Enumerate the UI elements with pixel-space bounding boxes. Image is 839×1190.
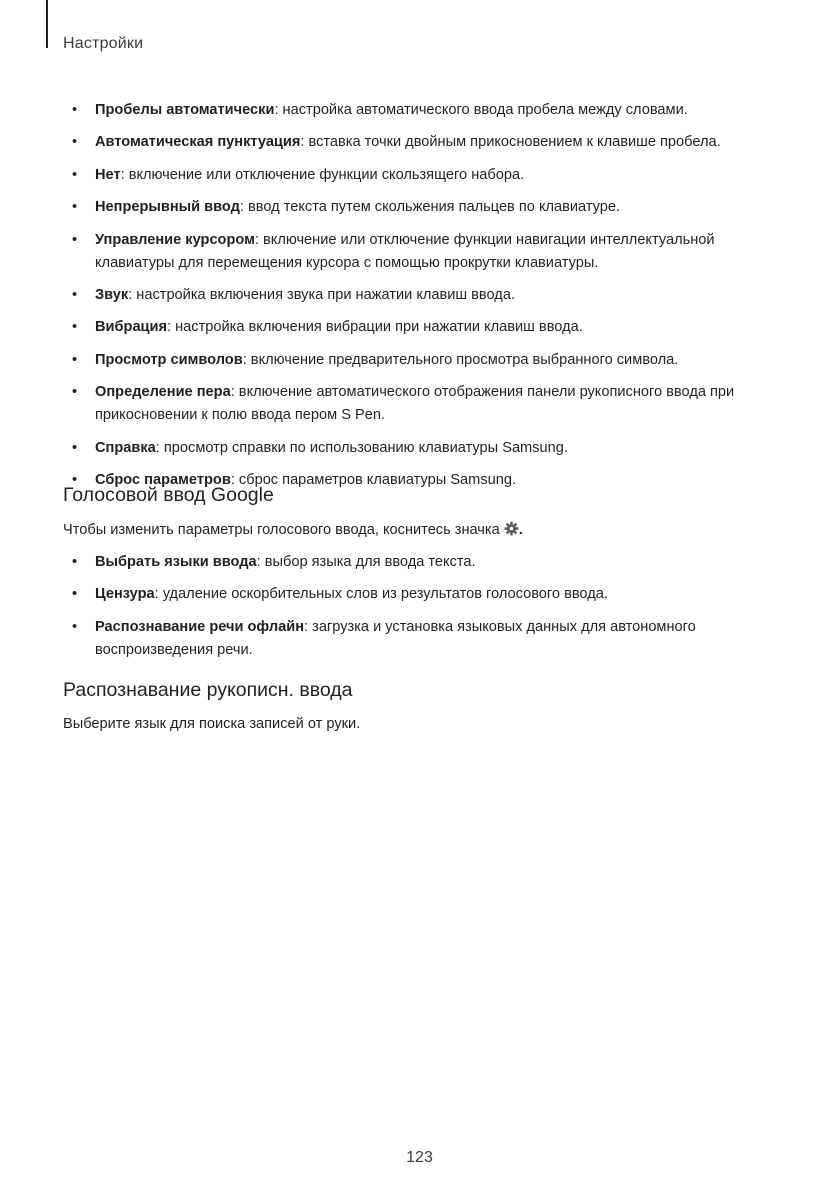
bullet-icon: •: [72, 286, 78, 303]
list-item: [72, 616, 792, 662]
page-number: 123: [406, 1149, 433, 1166]
option-description: : настройка автоматического ввода пробела между словами.: [274, 102, 688, 118]
option-term: Нет: [95, 166, 121, 183]
option-description: : ввод текста путем скольжения пальцев по клавиатуре.: [239, 199, 621, 216]
option-description: : настройка включения звука при нажатии клавиш ввода.: [128, 286, 515, 303]
list-item: [72, 437, 792, 460]
option-description: : настройка включения вибрации при нажатии клавиш ввода.: [167, 319, 583, 336]
option-term: Выбрать языки ввода: [95, 554, 257, 570]
option-description: : загрузка и установка языковых данных для автономного воспроизведения речи.: [95, 618, 696, 658]
option-description: : сброс параметров клавиатуры Samsung.: [230, 471, 517, 488]
bullet-icon: •: [72, 384, 78, 401]
bullet-icon: •: [72, 586, 78, 603]
list-item: [72, 316, 792, 339]
option-term: Цензура: [95, 586, 155, 603]
voice-options-list: [72, 551, 792, 671]
bullet-icon: •: [72, 319, 78, 336]
option-term: Звук: [95, 286, 129, 303]
option-term: Управление курсором: [95, 231, 255, 248]
option-description: : вставка точки двойным прикосновением к клавише пробела.: [300, 134, 721, 151]
bullet-icon: •: [72, 102, 78, 118]
list-item: [72, 551, 792, 574]
bullet-icon: •: [72, 618, 78, 635]
list-item: [72, 349, 792, 372]
option-description: : удаление оскорбительных слов из результатов голосового ввода.: [154, 586, 608, 603]
option-term: Автоматическая пунктуация: [95, 134, 301, 151]
option-term: Непрерывный ввод: [95, 199, 240, 216]
option-term: Просмотр символов: [95, 351, 243, 368]
option-description: : включение предварительного просмотра выбранного символа.: [242, 351, 679, 368]
gear-icon: [504, 521, 519, 544]
list-item: [72, 131, 792, 154]
option-description: : включение или отключение функции навигации интеллектуальной клавиатуры для перемещения курсора с помощью прокрутки клавиатуры.: [95, 231, 715, 271]
bullet-icon: •: [72, 439, 78, 456]
option-description: : включение автоматического отображения панели рукописного ввода при прикосновении к полю ввода пером S Pen.: [95, 384, 735, 424]
section-heading-voice-input: Голосовой ввод Google: [63, 484, 274, 506]
running-header: Настройки: [63, 35, 144, 52]
option-description: : выбор языка для ввода текста.: [256, 554, 476, 570]
option-description: : включение или отключение функции скользящего набора.: [120, 166, 525, 183]
list-item: [72, 583, 792, 606]
bullet-icon: •: [72, 471, 78, 488]
option-term: Распознавание речи офлайн: [95, 618, 305, 635]
handwriting-intro-paragraph: Выберите язык для поиска записей от руки.: [63, 716, 361, 732]
margin-rule: [46, 0, 48, 48]
voice-intro-paragraph: [63, 519, 523, 544]
list-item: [72, 164, 792, 187]
bullet-icon: •: [72, 166, 78, 183]
keyboard-options-list: [72, 99, 792, 501]
list-item: [72, 99, 792, 122]
list-item: [72, 196, 792, 219]
section-heading-handwriting: Распознавание рукописн. ввода: [63, 679, 353, 701]
option-description: : просмотр справки по использованию клавиатуры Samsung.: [155, 439, 568, 456]
option-term: Пробелы автоматически: [95, 102, 275, 118]
list-item: [72, 229, 792, 275]
option-term: Сброс параметров: [95, 471, 231, 488]
bullet-icon: •: [72, 554, 78, 570]
voice-intro-text: Чтобы изменить параметры голосового ввода, коснитесь значка: [63, 522, 500, 538]
bullet-icon: •: [72, 231, 78, 248]
voice-intro-period: .: [518, 522, 523, 538]
bullet-icon: •: [72, 351, 78, 368]
list-item: [72, 381, 792, 427]
option-term: Вибрация: [95, 319, 168, 336]
option-term: Определение пера: [95, 384, 231, 401]
bullet-icon: •: [72, 199, 78, 216]
list-item: [72, 284, 792, 307]
option-term: Справка: [95, 439, 156, 456]
bullet-icon: •: [72, 134, 78, 151]
